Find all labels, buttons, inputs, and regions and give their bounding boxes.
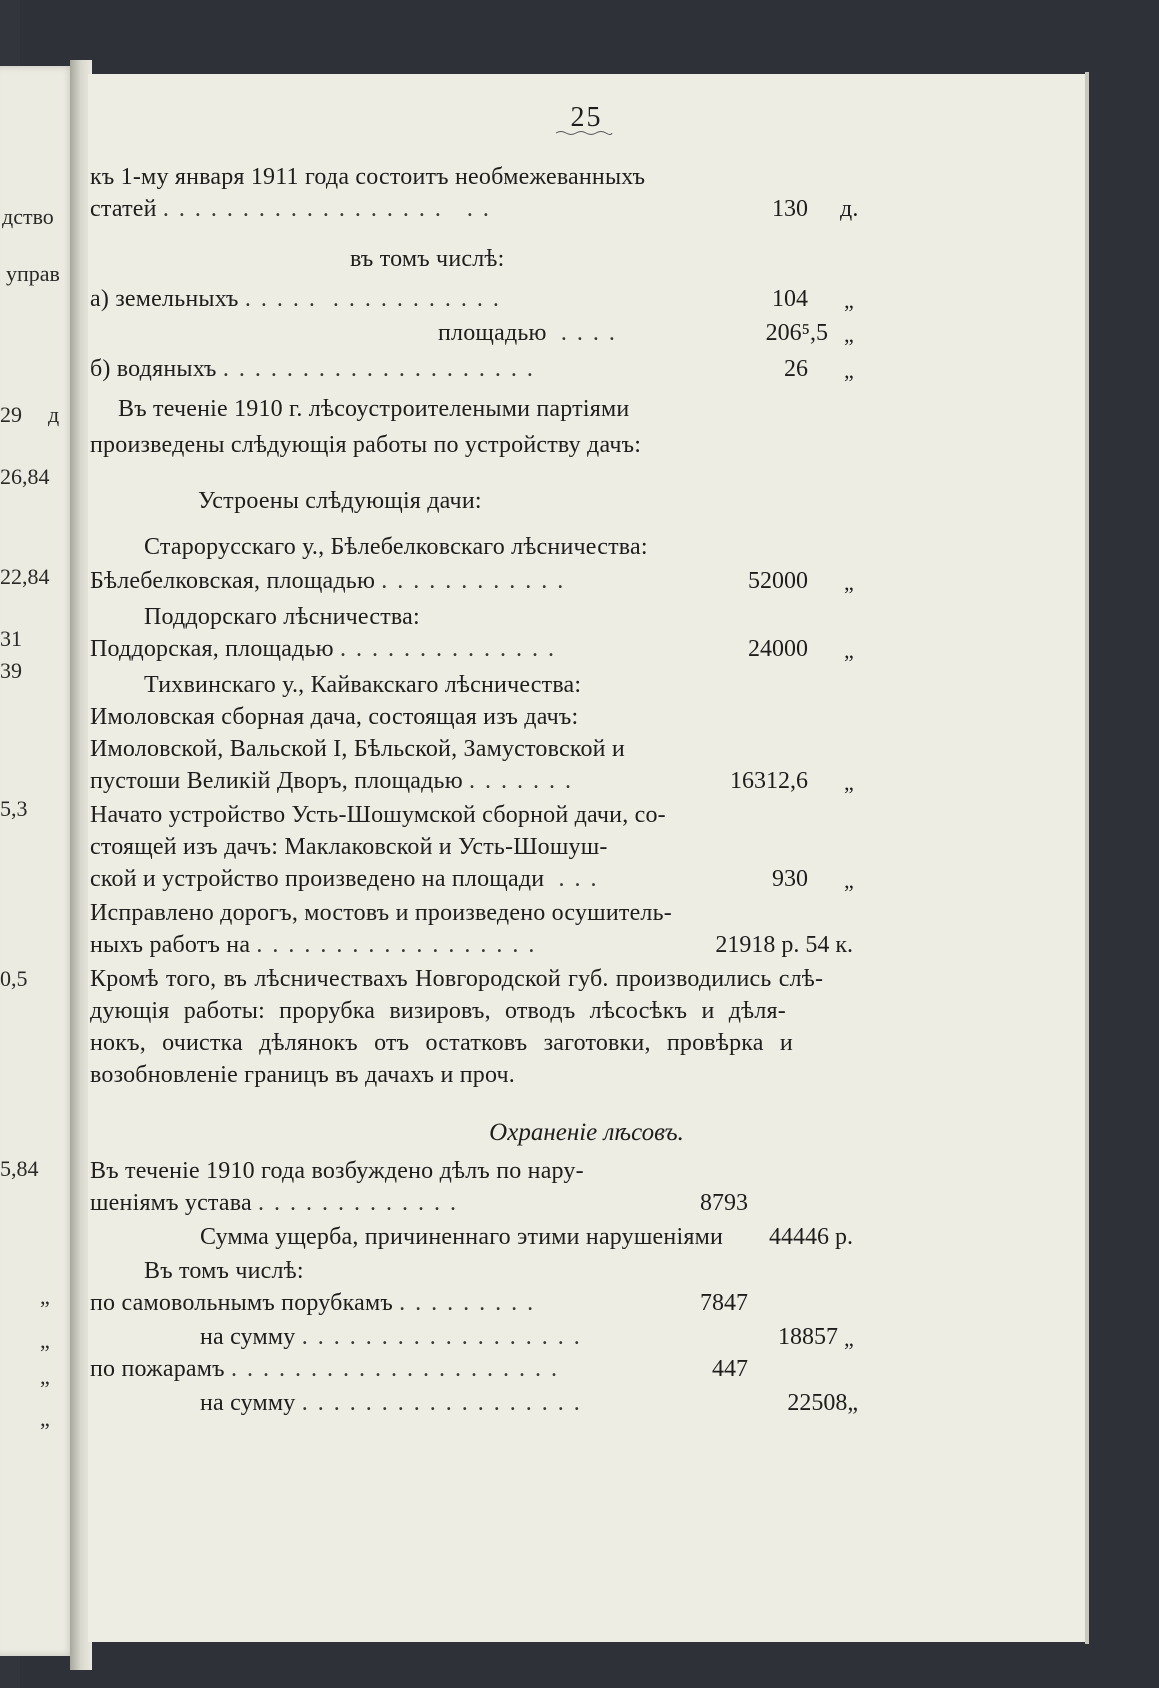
line-32-unit: „ <box>844 1326 854 1351</box>
line-28-label: шеніямъ устава . . . . . . . . . . . . . <box>90 1190 459 1216</box>
line-20-unit: „ <box>844 868 854 893</box>
prev-fragment: 5,3 <box>0 796 28 821</box>
document-page <box>88 74 1085 1642</box>
prev-fragment: „ <box>40 1406 50 1431</box>
prev-fragment: 22,84 <box>0 564 50 589</box>
line-5-label: площадью . . . . <box>438 320 617 346</box>
line-12: Поддорскаго лѣсничества: <box>144 604 420 630</box>
prev-fragment: 39 <box>0 658 22 683</box>
line-32-label: на сумму . . . . . . . . . . . . . . . . . . <box>200 1324 582 1350</box>
line-4-label: а) земельныхъ . . . . . . . . . . . . . . . . <box>90 286 501 312</box>
prev-fragment: „ <box>40 1284 50 1309</box>
line-19: стоящей изъ дачъ: Маклаковской и Усть-Шошуш- <box>90 834 608 860</box>
line-31-label: по самовольнымъ порубкамъ . . . . . . . . . <box>90 1290 536 1316</box>
line-34-value: 22508„ <box>787 1390 858 1416</box>
line-31-value: 7847 <box>700 1290 748 1316</box>
prev-fragment: 0,5 <box>0 966 28 991</box>
prev-fragment: „ <box>40 1364 50 1389</box>
line-26: возобновленіе границъ въ дачахъ и проч. <box>90 1062 516 1088</box>
prev-fragment: 26,84 <box>0 464 50 489</box>
line-32-value: 18857 <box>778 1324 838 1350</box>
line-15: Имоловская сборная дача, состоящая изъ дачъ: <box>90 704 579 730</box>
line-6-unit: „ <box>844 358 854 383</box>
line-10: Старорусскаго у., Бѣлебелковскаго лѣсничества: <box>144 534 648 560</box>
line-20-value: 930 <box>772 866 808 892</box>
line-2-value: 130 <box>772 196 808 222</box>
line-17-value: 16312,6 <box>730 768 808 794</box>
line-17-label: пустоши Великій Дворъ, площадью . . . . . . . <box>90 768 574 794</box>
line-5-unit: „ <box>844 322 854 347</box>
page-edge <box>1085 72 1089 1644</box>
line-7: Въ теченіе 1910 г. лѣсоустроителеными партіями <box>118 396 630 422</box>
prev-fragment: д <box>48 402 60 427</box>
line-21: Исправлено дорогъ, мостовъ и произведено осушитель- <box>90 900 672 926</box>
line-29-label: Сумма ущерба, причиненнаго этими нарушеніями <box>200 1224 723 1250</box>
line-22-label: ныхъ работъ на . . . . . . . . . . . . . . . . . . <box>90 932 537 958</box>
line-25: нокъ, очистка дѣлянокъ отъ остатковъ заготовки, провѣрка и <box>90 1030 793 1056</box>
line-11-label: Бѣлебелковская, площадью . . . . . . . . . . . . <box>90 568 566 594</box>
prev-fragment: 5,84 <box>0 1156 39 1181</box>
line-4-unit: „ <box>844 288 854 313</box>
line-27: Въ теченіе 1910 года возбуждено дѣлъ по нару- <box>90 1158 584 1184</box>
line-9: Устроены слѣдующія дачи: <box>198 488 482 514</box>
line-24: дующія работы: прорубка визировъ, отводъ лѣсосѣкъ и дѣля- <box>90 998 786 1024</box>
line-23: Кромѣ того, въ лѣсничествахъ Новгородской губ. производились слѣ- <box>90 966 824 992</box>
line-6-value: 26 <box>784 356 808 382</box>
line-13-value: 24000 <box>748 636 808 662</box>
previous-page-edge <box>0 66 76 1656</box>
line-3: въ томъ числѣ: <box>350 246 505 272</box>
prev-fragment: „ <box>40 1328 50 1353</box>
page-number: 25 <box>570 102 603 133</box>
line-6-label: б) водяныхъ . . . . . . . . . . . . . . . . . . . . <box>90 356 535 382</box>
prev-fragment: 29 <box>0 402 22 427</box>
line-2-unit: д. <box>840 196 859 222</box>
line-34-label: на сумму . . . . . . . . . . . . . . . . . . <box>200 1390 582 1416</box>
line-17-unit: „ <box>844 770 854 795</box>
line-33-label: по пожарамъ . . . . . . . . . . . . . . . . . . . . . <box>90 1356 559 1382</box>
line-11-unit: „ <box>844 570 854 595</box>
prev-fragment: дство <box>2 204 54 229</box>
line-11-value: 52000 <box>748 568 808 594</box>
line-22-value: 21918 р. 54 к. <box>715 932 853 958</box>
line-20-label: ской и устройство произведено на площади . . . <box>90 866 599 892</box>
line-33-value: 447 <box>712 1356 748 1382</box>
line-4-value: 104 <box>772 286 808 312</box>
line-14: Тихвинскаго у., Кайвакскаго лѣсничества: <box>144 672 582 698</box>
line-28-value: 8793 <box>700 1190 748 1216</box>
line-16: Имоловской, Вальской I, Бѣльской, Замустовской и <box>90 736 625 762</box>
line-18: Начато устройство Усть-Шошумской сборной дачи, со- <box>90 802 666 828</box>
prev-fragment: управ <box>6 261 60 286</box>
line-29-value: 44446 р. <box>769 1224 853 1250</box>
line-2-label: статей . . . . . . . . . . . . . . . . . . . . <box>90 196 491 222</box>
page-number-ornament <box>554 130 614 136</box>
section-title: Охраненіе лѣсовъ. <box>489 1119 684 1146</box>
line-13-unit: „ <box>844 638 854 663</box>
prev-fragment: 31 <box>0 626 22 651</box>
line-8: произведены слѣдующія работы по устройству дачъ: <box>90 432 642 458</box>
line-13-label: Поддорская, площадью . . . . . . . . . . . . . . <box>90 636 556 662</box>
line-5-value: 206⁵,5 <box>765 320 828 346</box>
line-1: къ 1-му января 1911 года состоитъ необмежеванныхъ <box>90 164 646 190</box>
line-30: Въ томъ числѣ: <box>144 1258 304 1284</box>
